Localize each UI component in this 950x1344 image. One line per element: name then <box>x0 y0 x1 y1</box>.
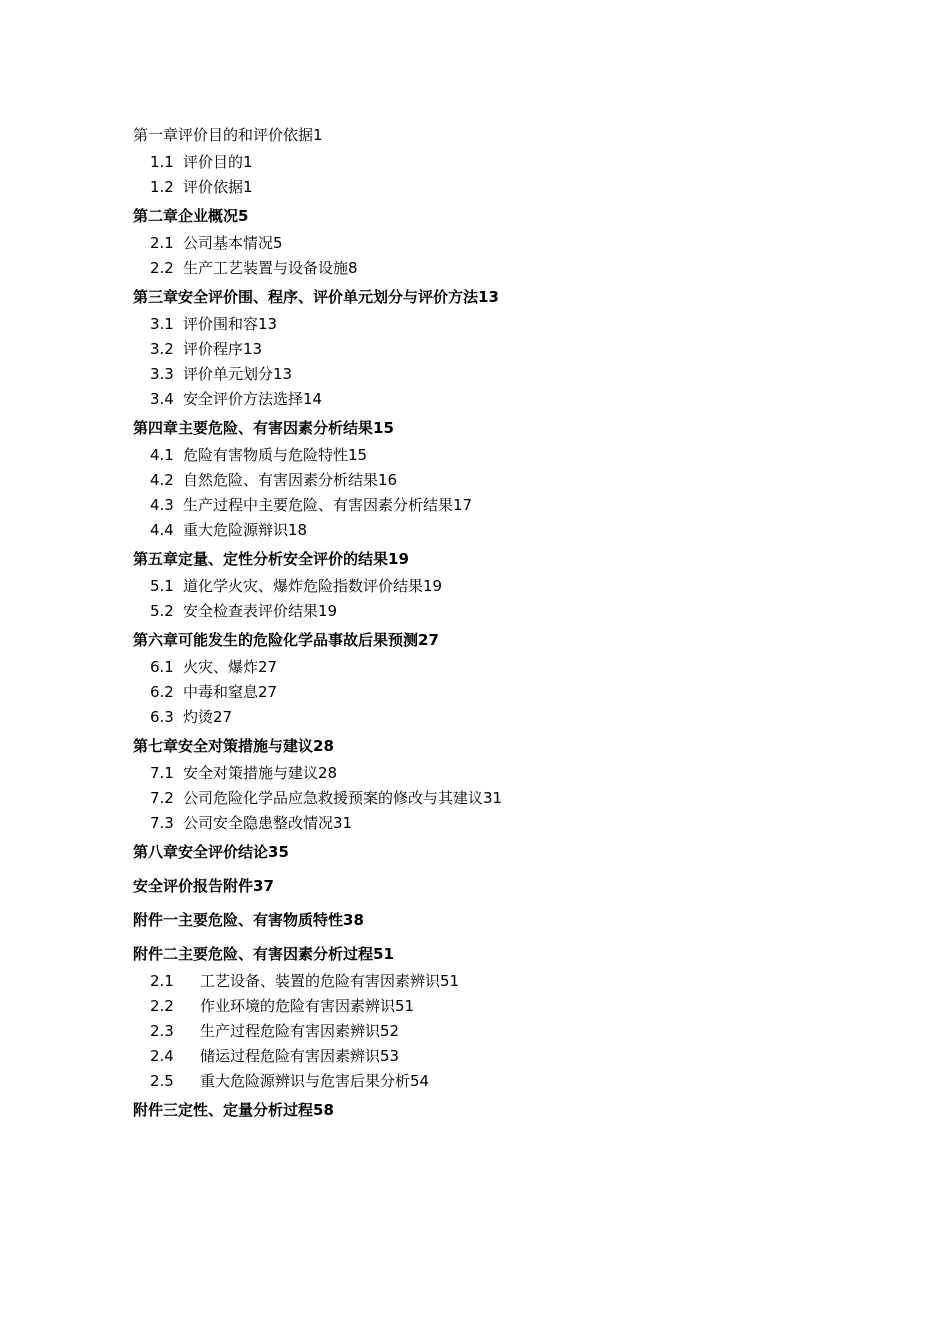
toc-section[interactable] <box>133 994 893 1019</box>
toc-section[interactable] <box>133 150 893 175</box>
toc-section-number: 2.1 <box>150 234 174 252</box>
toc-section[interactable] <box>133 443 893 468</box>
toc-section-number: 2.1 <box>150 972 174 990</box>
toc-section[interactable] <box>133 518 893 543</box>
toc-section[interactable] <box>133 387 893 412</box>
toc-section[interactable] <box>133 362 893 387</box>
toc-chapter[interactable]: 第一章评价目的和评价依据1 <box>133 126 323 144</box>
toc-chapter[interactable]: 第五章定量、定性分析安全评价的结果19 <box>133 550 409 568</box>
toc-section-list <box>133 574 893 624</box>
toc-section-number: 7.2 <box>150 789 174 807</box>
toc-section-title: 生产过程危险有害因素辨识52 <box>200 1022 400 1040</box>
toc-section[interactable] <box>133 599 893 624</box>
toc-section-number: 4.3 <box>150 496 174 514</box>
toc-section[interactable] <box>133 574 893 599</box>
toc-section-list <box>133 231 893 281</box>
toc-section-number: 3.3 <box>150 365 174 383</box>
toc-section-title: 灼烫27 <box>183 708 233 726</box>
toc-section[interactable] <box>133 680 893 705</box>
toc-section-number: 2.4 <box>150 1047 174 1065</box>
toc-section-title: 危险有害物质与危险特性15 <box>183 446 368 464</box>
toc-section-title: 公司基本情况5 <box>183 234 283 252</box>
toc-chapter[interactable]: 安全评价报告附件37 <box>133 877 274 895</box>
toc-section[interactable] <box>133 337 893 362</box>
toc-section[interactable] <box>133 256 893 281</box>
toc-section-number: 4.4 <box>150 521 174 539</box>
toc-section[interactable] <box>133 705 893 730</box>
toc-chapter[interactable]: 第四章主要危险、有害因素分析结果15 <box>133 419 394 437</box>
toc-chapter[interactable]: 第七章安全对策措施与建议28 <box>133 737 334 755</box>
toc-section-title: 重大危险源辩识18 <box>183 521 308 539</box>
toc-section-number: 3.1 <box>150 315 174 333</box>
toc-section[interactable] <box>133 969 893 994</box>
toc-spacer <box>133 931 893 943</box>
toc-section-number: 1.2 <box>150 178 174 196</box>
toc-section-title: 生产过程中主要危险、有害因素分析结果17 <box>183 496 473 514</box>
toc-section-number: 4.1 <box>150 446 174 464</box>
toc-section-title: 安全检查表评价结果19 <box>183 602 338 620</box>
toc-section[interactable] <box>133 786 893 811</box>
toc-section[interactable] <box>133 1069 893 1094</box>
toc-section-title: 评价单元划分13 <box>183 365 293 383</box>
toc-section-number: 3.2 <box>150 340 174 358</box>
toc-section-number: 2.3 <box>150 1022 174 1040</box>
toc-section[interactable] <box>133 468 893 493</box>
toc-section-title: 储运过程危险有害因素辨识53 <box>200 1047 400 1065</box>
toc-section-list <box>133 443 893 543</box>
toc-section-number: 6.3 <box>150 708 174 726</box>
toc-section-title: 评价依据1 <box>183 178 253 196</box>
toc-section-title: 自然危险、有害因素分析结果16 <box>183 471 398 489</box>
toc-spacer <box>133 897 893 909</box>
toc-section-number: 6.1 <box>150 658 174 676</box>
toc-section-title: 公司安全隐患整改情况31 <box>183 814 353 832</box>
toc-section-number: 2.2 <box>150 259 174 277</box>
toc-section-title: 重大危险源辨识与危害后果分析54 <box>200 1072 430 1090</box>
toc-section-title: 评价围和容13 <box>183 315 278 333</box>
toc-section-number: 2.5 <box>150 1072 174 1090</box>
toc-section-title: 道化学火灾、爆炸危险指数评价结果19 <box>183 577 443 595</box>
toc-section-title: 公司危险化学品应急救援预案的修改与其建议31 <box>183 789 503 807</box>
toc-section-title: 中毒和窒息27 <box>183 683 278 701</box>
toc-section-number: 7.3 <box>150 814 174 832</box>
toc-section[interactable] <box>133 231 893 256</box>
toc-chapter[interactable]: 附件一主要危险、有害物质特性38 <box>133 911 364 929</box>
toc-chapter[interactable]: 附件二主要危险、有害因素分析过程51 <box>133 945 394 963</box>
toc-section[interactable] <box>133 655 893 680</box>
toc-section-title: 安全评价方法选择14 <box>183 390 323 408</box>
toc-section[interactable] <box>133 175 893 200</box>
toc-section-number: 4.2 <box>150 471 174 489</box>
toc-chapter[interactable]: 第六章可能发生的危险化学品事故后果预测27 <box>133 631 439 649</box>
toc-section[interactable] <box>133 1019 893 1044</box>
toc-section-title: 评价目的1 <box>183 153 253 171</box>
toc-section-number: 1.1 <box>150 153 174 171</box>
toc-section-title: 工艺设备、装置的危险有害因素辨识51 <box>200 972 460 990</box>
toc-section-title: 火灾、爆炸27 <box>183 658 278 676</box>
toc-section-list <box>133 969 893 1094</box>
toc-section-title: 评价程序13 <box>183 340 263 358</box>
toc-section[interactable] <box>133 761 893 786</box>
toc-section-list <box>133 761 893 836</box>
toc-chapter[interactable]: 第二章企业概况5 <box>133 207 249 225</box>
toc-section-title: 作业环境的危险有害因素辨识51 <box>200 997 415 1015</box>
toc-section-list <box>133 655 893 730</box>
toc-section-number: 6.2 <box>150 683 174 701</box>
toc-section-number: 5.2 <box>150 602 174 620</box>
table-of-contents <box>133 124 893 1133</box>
toc-section-list <box>133 150 893 200</box>
toc-chapter[interactable]: 第三章安全评价围、程序、评价单元划分与评价方法13 <box>133 288 499 306</box>
toc-section[interactable] <box>133 1044 893 1069</box>
toc-section[interactable] <box>133 312 893 337</box>
toc-chapter[interactable]: 附件三定性、定量分析过程58 <box>133 1101 334 1119</box>
toc-section-list <box>133 312 893 412</box>
toc-chapter[interactable]: 第八章安全评价结论35 <box>133 843 289 861</box>
toc-section-number: 5.1 <box>150 577 174 595</box>
toc-spacer <box>133 863 893 875</box>
toc-spacer <box>133 1121 893 1133</box>
toc-section-number: 2.2 <box>150 997 174 1015</box>
toc-section-number: 3.4 <box>150 390 174 408</box>
toc-section[interactable] <box>133 811 893 836</box>
toc-section-title: 生产工艺装置与设备设施8 <box>183 259 358 277</box>
toc-section-title: 安全对策措施与建议28 <box>183 764 338 782</box>
toc-section-number: 7.1 <box>150 764 174 782</box>
toc-section[interactable] <box>133 493 893 518</box>
